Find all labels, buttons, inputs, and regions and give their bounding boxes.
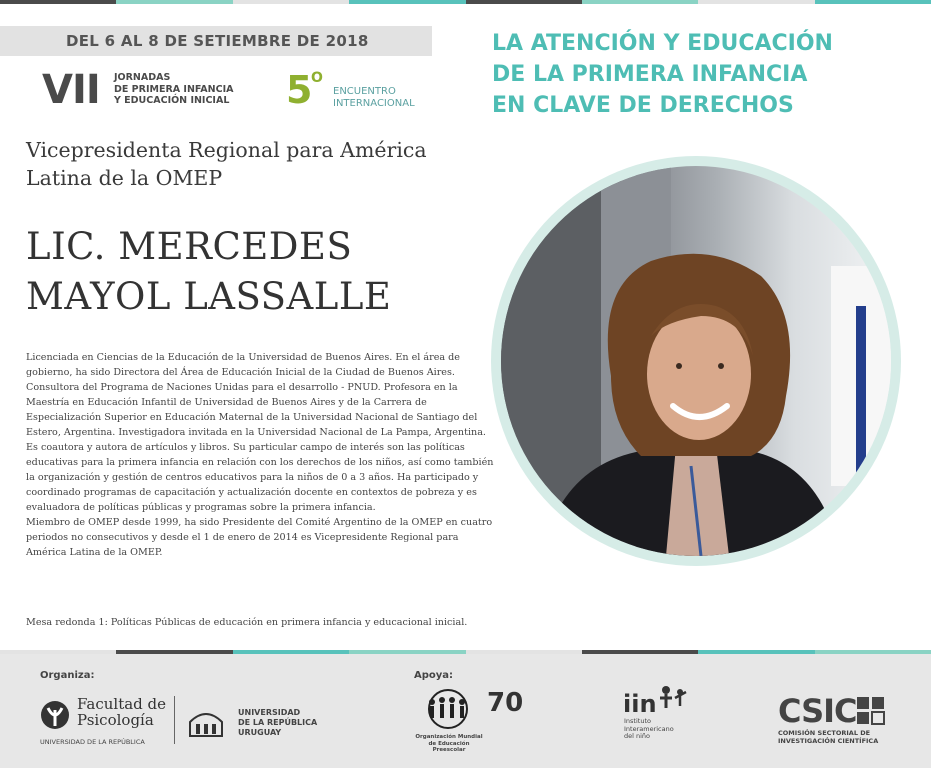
- udelar-emblem-icon: [186, 704, 226, 740]
- divider: [174, 696, 175, 744]
- organiza-label: Organiza:: [40, 670, 95, 681]
- event-headline: LA ATENCIÓN Y EDUCACIÓN DE LA PRIMERA INFANCIA EN CLAVE DE DERECHOS: [492, 31, 833, 118]
- facultad-logo-text: Facultad de Psicología: [77, 695, 167, 729]
- encuentro-title: ENCUENTRO INTERNACIONAL: [333, 86, 415, 109]
- jornadas-title: JORNADAS DE PRIMERA INFANCIA Y EDUCACIÓN INICIAL: [114, 72, 234, 106]
- session-title: Mesa redonda 1: Políticas Públicas de educación en primera infancia y educacional inicial.: [26, 617, 468, 628]
- csic-logo-text: CSIC: [778, 692, 857, 730]
- iin-logo-text: iin: [623, 690, 657, 718]
- encuentro-numeral: 5: [286, 68, 313, 112]
- jornadas-numeral: VII: [42, 67, 100, 113]
- omep-70-anniversary: 70: [487, 688, 524, 718]
- encuentro-ordinal: O: [311, 70, 323, 86]
- iin-caption: Instituto Interamericano del niño: [624, 717, 674, 740]
- facultad-subtitle: UNIVERSIDAD DE LA REPÚBLICA: [40, 738, 145, 746]
- speaker-photo: [501, 166, 891, 556]
- top-color-stripe: [0, 0, 931, 4]
- speaker-photo-frame: [491, 156, 901, 566]
- speaker-bio: Licenciada en Ciencias de la Educación de la Universidad de Buenos Aires. En el área de gobierno, ha sido Directora del Área de Educación Inicial de la Ciudad de Buenos Aires. Consultora del Programa de Naciones Unidas para el desarrollo - PNUD. Profesora en la Maestría en Educación Infantil de Universidad de Buenos Aires y de la Carrera de Especialización Superior en Educación Maternal de la Universidad Nacional de Santiago del Estero, Argentina. Investigadora invitada en la Universidad Nacional de La Pampa, Argentina. Es coautora y autora de artículos y libros. Su particular campo de interés son las políticas educativas para la primera infancia en relación con los derechos de los niños, así como también la organización y gestión de centros educativos para la niños de 0 a 3 años. Ha participado y coordinado programas de capacitación y actualización docente en contextos de pobreza y es evaluadora de políticas públicas y programas sobre la primera infancia. Miembro de OMEP desde 1999, ha sido Presidente del Comité Argentino de la OMEP en cuatro periodos no consecutivos y desde el 1 de enero de 2014 es Vicepresidente Regional para América Latina de la OMEP.: [26, 352, 494, 558]
- speaker-name: LIC. MERCEDES MAYOL LASSALLE: [26, 225, 392, 318]
- iin-figure-icon: [656, 684, 688, 714]
- facultad-psicologia-icon: [38, 700, 72, 730]
- udelar-logo-text: UNIVERSIDAD DE LA REPÚBLICA URUGUAY: [238, 708, 318, 737]
- date-banner: [0, 26, 432, 56]
- event-dates: DEL 6 AL 8 DE SETIEMBRE DE 2018: [66, 32, 369, 50]
- apoya-label: Apoya:: [414, 670, 454, 681]
- sponsors-footer: [0, 654, 931, 768]
- csic-caption: COMISIÓN SECTORIAL DE INVESTIGACIÓN CIENTÍFICA: [778, 729, 879, 745]
- csic-grid-icon: [856, 696, 886, 726]
- portrait-illustration: [501, 166, 891, 556]
- omep-children-icon: [420, 688, 476, 730]
- speaker-role: Vicepresidenta Regional para América Latina de la OMEP: [26, 138, 427, 190]
- omep-caption: Organización Mundial de Educación Preescolar: [415, 734, 483, 753]
